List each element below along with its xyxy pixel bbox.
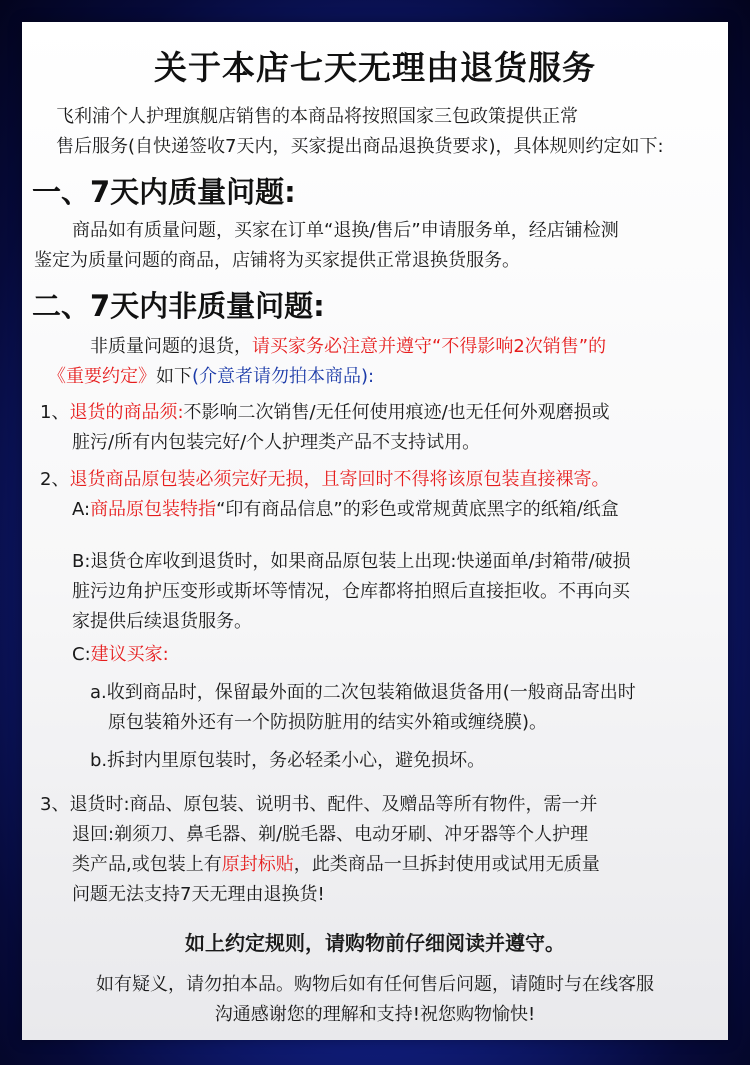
- item-3-line-2: 退回:剃须刀、鼻毛器、剃/脱毛器、电动牙刷、冲牙器等个人护理: [72, 824, 589, 845]
- section2-intro-warning: 请买家务必注意并遵守“不得影响2次销售”的: [252, 336, 607, 357]
- item-c-line: [72, 640, 169, 670]
- item-2-line: [40, 465, 609, 495]
- notice-card: [22, 22, 728, 1040]
- footer-bold-line: 如上约定规则，请购物前仔细阅读并遵守。: [185, 931, 565, 955]
- item-ca-line-1: a.收到商品时，保留最外面的二次包装箱做退货备用(一般商品寄出时: [90, 682, 636, 703]
- item-1-label: 退货的商品须:: [69, 402, 184, 423]
- item-c-prefix: C:: [72, 644, 91, 665]
- intro-line-2: 售后服务(自快递签收7天内，买家提出商品退换货要求)，具体规则约定如下:: [56, 136, 664, 157]
- as-follows: 如下: [156, 366, 192, 387]
- section2-heading: 二、7天内非质量问题:: [32, 289, 325, 323]
- item-3-line-1: 3、退货时:商品、原包装、说明书、配件、及赠品等所有物件，需一并: [40, 794, 598, 815]
- item-2-text: 退货商品原包装必须完好无损，且寄回时不得将该原包装直接裸寄。: [69, 469, 610, 490]
- section1-line-2: 鉴定为质量问题的商品，店铺将为买家提供正常退换货服务。: [34, 250, 520, 271]
- item-a-line: [72, 495, 619, 525]
- original-seal-label: 原封标贴: [221, 854, 294, 875]
- footer-line-1: 如有疑义，请勿拍本品。购物后如有任何售后问题，请随时与在线客服: [96, 974, 654, 995]
- section2-intro-text: 非质量问题的退货，: [90, 336, 252, 357]
- item-a-label: 商品原包装特指: [90, 499, 217, 520]
- item-a-prefix: A:: [72, 499, 91, 520]
- item-2-number: 2、: [40, 469, 70, 490]
- item-1-text: 不影响二次销售/无任何使用痕迹/也无任何外观磨损或: [183, 402, 610, 423]
- item-ca-line-2: 原包装箱外还有一个防损防脏用的结实外箱或缠绕膜)。: [108, 712, 548, 733]
- disclaimer-note: (介意者请勿拍本商品):: [192, 366, 375, 387]
- item-1-number: 1、: [40, 402, 70, 423]
- item-1-line-2: 脏污/所有内包装完好/个人护理类产品不支持试用。: [72, 432, 481, 453]
- item-3-text-a: 类产品,或包装上有: [72, 854, 222, 875]
- item-3-line-3: [72, 850, 600, 880]
- item-cb-line: b.拆封内里原包装时，务必轻柔小心，避免损坏。: [90, 750, 486, 771]
- section2-intro-line-2: [48, 362, 374, 392]
- item-1-line-1: [40, 398, 610, 428]
- intro-line-1: 飞利浦个人护理旗舰店销售的本商品将按照国家三包政策提供正常: [56, 106, 578, 127]
- item-b-line-1: B:退货仓库收到退货时，如果商品原包装上出现:快递面单/封箱带/破损: [72, 551, 631, 572]
- footer-line-2: 沟通感谢您的理解和支持!祝您购物愉快!: [214, 1004, 536, 1025]
- item-a-text: “印有商品信息”的彩色或常规黄底黑字的纸箱/纸盒: [216, 499, 619, 520]
- section2-intro-line-1: [90, 332, 606, 362]
- important-agreement: 《重要约定》: [48, 366, 156, 387]
- section1-line-1: 商品如有质量问题，买家在订单“退换/售后”申请服务单，经店铺检测: [72, 220, 619, 241]
- item-b-line-2: 脏污边角护压变形或斯坏等情况，仓库都将拍照后直接拒收。不再向买: [72, 581, 630, 602]
- item-3-line-4: 问题无法支持7天无理由退换货!: [72, 884, 325, 905]
- page-title: 关于本店七天无理由退货服务: [154, 48, 596, 87]
- item-b-line-3: 家提供后续退货服务。: [72, 611, 252, 632]
- item-3-text-b: ，此类商品一旦拆封使用或试用无质量: [293, 854, 600, 875]
- section1-heading: 一、7天内质量问题:: [32, 175, 296, 209]
- item-c-label: 建议买家:: [90, 644, 169, 665]
